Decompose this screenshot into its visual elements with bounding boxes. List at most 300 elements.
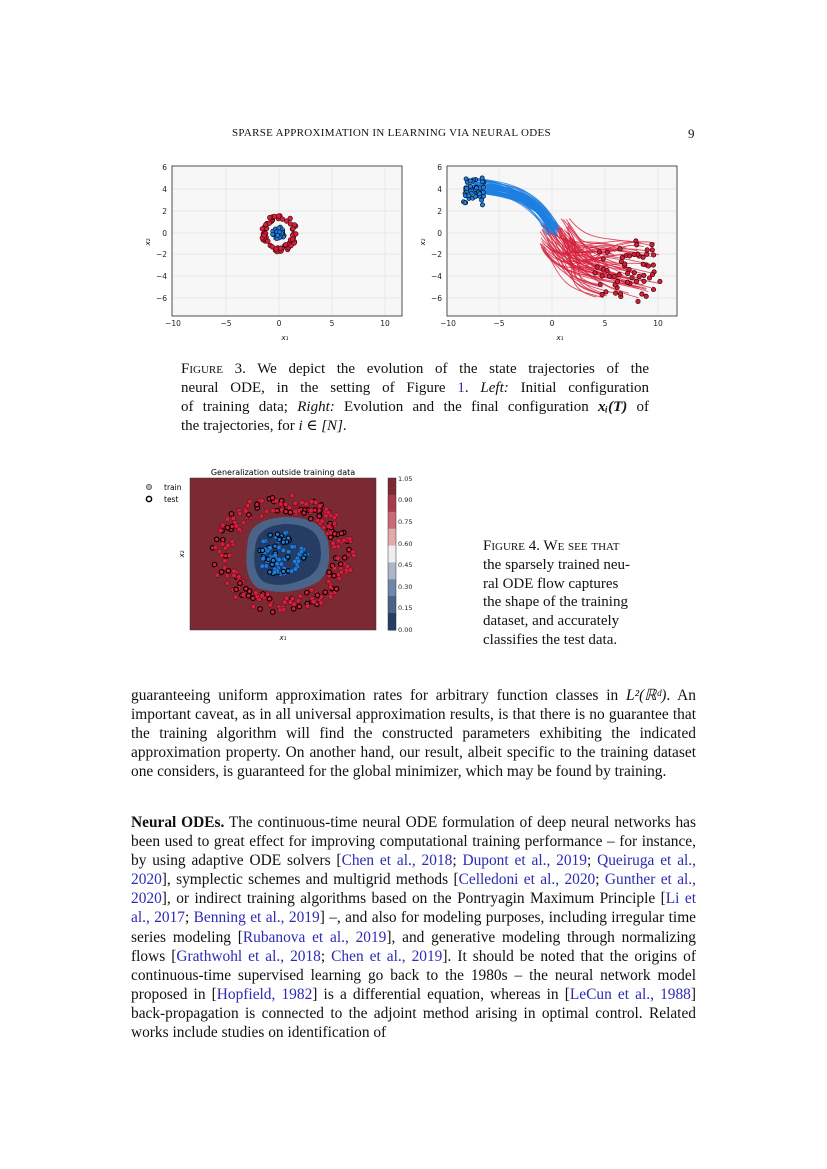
data-point <box>650 248 654 252</box>
data-point <box>246 503 251 508</box>
data-point <box>320 519 325 524</box>
y-tick-labels <box>431 163 442 303</box>
caption-line-1 <box>181 360 649 379</box>
data-point <box>251 604 256 609</box>
data-point <box>278 502 283 507</box>
data-point <box>287 505 292 510</box>
data-point <box>281 548 285 552</box>
data-point <box>247 589 252 594</box>
text: ; <box>452 852 463 870</box>
colorbar-segment <box>388 562 396 579</box>
data-point <box>271 610 276 615</box>
data-point <box>473 195 477 199</box>
data-point <box>326 510 331 515</box>
data-point <box>283 242 288 247</box>
data-point <box>290 493 295 498</box>
data-point <box>328 595 333 600</box>
citation-link[interactable]: Benning et al., 2019 <box>193 909 320 927</box>
legend-train-marker <box>146 484 151 489</box>
text: ], and generative modeling through normalizing flows [ <box>131 928 697 965</box>
data-point <box>298 594 303 599</box>
data-point <box>262 233 267 238</box>
data-point <box>651 287 655 291</box>
data-point <box>645 252 649 256</box>
ytick: 2 <box>162 207 167 216</box>
data-point <box>468 179 472 183</box>
data-point <box>309 588 314 593</box>
data-point <box>281 569 285 573</box>
data-point <box>260 594 265 599</box>
running-header: SPARSE APPROXIMATION IN LEARNING VIA NEURAL ODES <box>232 127 551 139</box>
x-axis-label: x₁ <box>281 334 289 342</box>
text: ] is a differential equation, whereas in [ <box>312 985 570 1003</box>
ytick: −2 <box>155 250 167 259</box>
text: ], symplectic schemes and multigrid methods [ <box>161 871 459 889</box>
data-point <box>618 292 622 296</box>
data-point <box>281 540 285 544</box>
data-point <box>650 272 654 276</box>
data-point <box>352 553 357 558</box>
data-point <box>634 279 638 283</box>
data-point <box>327 570 332 575</box>
page-number: 9 <box>688 126 695 141</box>
data-point <box>327 524 332 529</box>
caption-line: classifies the test data. <box>483 631 618 648</box>
data-point <box>274 247 279 252</box>
data-point <box>277 537 281 541</box>
data-point <box>231 516 236 521</box>
data-point <box>646 264 650 268</box>
data-point <box>336 539 341 544</box>
citation-link[interactable]: Chen et al., 2019 <box>331 947 443 965</box>
data-point <box>607 274 611 278</box>
data-point <box>268 546 272 550</box>
paragraph-1 <box>131 686 696 781</box>
citation-link[interactable]: LeCun et al., 1988 <box>569 985 691 1003</box>
citation-link[interactable]: Dupont et al., 2019 <box>462 852 587 870</box>
data-point <box>219 570 224 575</box>
data-point <box>246 593 251 598</box>
data-point <box>225 517 230 522</box>
data-point <box>327 579 332 584</box>
data-point <box>315 593 320 598</box>
data-point <box>480 198 484 202</box>
data-point <box>232 573 237 578</box>
data-point <box>226 569 231 574</box>
citation-link[interactable]: Rubanova et al., 2019 <box>242 928 387 946</box>
figure3-left-plot <box>140 158 410 346</box>
data-point <box>314 500 319 505</box>
data-point <box>630 276 634 280</box>
text: ] –, and also for modeling purposes, including irregular time series modeling [ <box>131 909 697 946</box>
data-point <box>247 513 252 518</box>
data-point <box>625 271 629 275</box>
paragraph-2 <box>131 813 696 1042</box>
data-point <box>277 545 281 549</box>
x-tick-labels <box>440 319 663 328</box>
colorbar-segment <box>388 495 396 512</box>
paragraph-heading: Neural ODEs. <box>131 814 225 831</box>
xtick: 5 <box>329 319 335 328</box>
xtick: 10 <box>653 319 663 328</box>
data-point <box>627 254 631 258</box>
ytick: 6 <box>162 163 167 172</box>
colorbar-tick-labels <box>398 475 412 634</box>
caption-line <box>483 537 653 556</box>
text: ; <box>595 871 605 889</box>
text: guaranteeing uniform approximation rates for arbitrary function classes in <box>131 687 619 704</box>
colorbar-segment <box>388 529 396 546</box>
data-point <box>600 292 604 296</box>
text: ] back-propagation is connected to the adjoint method arising in optimal control. Related works include studies on identification of <box>131 985 697 1042</box>
data-point <box>261 557 265 561</box>
right-label: Right: <box>297 399 335 415</box>
data-point <box>227 553 232 558</box>
y-axis-label: x₂ <box>178 550 186 558</box>
ytick: 0 <box>437 229 442 238</box>
caption-text: of training data; <box>181 399 288 415</box>
data-point <box>221 538 226 543</box>
data-point <box>273 544 277 548</box>
data-point <box>290 545 294 549</box>
data-point <box>612 274 616 278</box>
data-point <box>467 194 471 198</box>
xtick: 5 <box>602 319 608 328</box>
data-point <box>283 502 288 507</box>
text: ; <box>184 909 194 927</box>
data-point <box>342 538 347 543</box>
colorbar-tick: 0.30 <box>398 583 413 591</box>
data-point <box>318 504 323 509</box>
data-point <box>280 217 285 222</box>
data-point <box>261 539 265 543</box>
data-point <box>293 501 298 506</box>
xtick: −10 <box>440 319 456 328</box>
text: . <box>666 687 671 704</box>
data-point <box>255 502 260 507</box>
caption-line: the shape of the training <box>483 594 628 611</box>
colorbar-tick: 1.05 <box>398 475 413 483</box>
data-point <box>277 557 281 561</box>
data-point <box>219 553 224 558</box>
data-point <box>266 239 271 244</box>
data-point <box>347 537 352 542</box>
caption-line-2 <box>181 379 649 398</box>
data-point <box>480 203 484 207</box>
ytick: 6 <box>437 163 442 172</box>
legend-test-marker <box>146 496 151 501</box>
xtick: −5 <box>220 319 232 328</box>
citation-link[interactable]: Celledoni et al., 2020 <box>458 871 596 889</box>
caption-text: . <box>342 418 347 434</box>
data-point <box>289 243 294 248</box>
data-point <box>220 542 225 547</box>
data-point <box>264 564 268 568</box>
data-point <box>601 257 605 261</box>
data-point <box>632 271 636 275</box>
math-inline: L²(ℝᵈ) <box>625 687 667 704</box>
data-point <box>271 232 275 236</box>
legend-train-label: train <box>164 483 182 492</box>
data-point <box>338 562 343 567</box>
data-point <box>344 568 349 573</box>
data-point <box>651 263 655 267</box>
figure-label: Figure 3. <box>181 361 246 377</box>
data-point <box>291 607 296 612</box>
ytick: 4 <box>437 185 442 194</box>
data-point <box>598 282 602 286</box>
caption-text: Evolution and the final configuration <box>344 399 589 415</box>
data-point <box>268 603 273 608</box>
caption-text: of <box>636 399 650 415</box>
data-point <box>296 598 301 603</box>
data-point <box>272 214 277 219</box>
data-point <box>268 570 272 574</box>
legend <box>146 483 181 504</box>
data-point <box>268 533 272 537</box>
text: The continuous-time neural ODE formulation of deep neural networks has been used to great effect for improving computational training performance – for instance, by using adaptive ODE solvers [ <box>131 814 696 870</box>
data-point <box>595 265 599 269</box>
data-point <box>286 550 290 554</box>
math-inline: i ∈ [N] <box>298 418 343 434</box>
data-point <box>234 587 239 592</box>
data-point <box>477 192 481 196</box>
data-point <box>267 221 272 226</box>
caption-line: ral ODE flow captures <box>483 575 619 592</box>
data-point <box>275 562 279 566</box>
data-point <box>302 511 307 516</box>
data-point <box>213 545 218 550</box>
data-point <box>267 597 272 602</box>
data-point <box>332 566 337 571</box>
data-point <box>474 186 478 190</box>
xtick: 10 <box>380 319 390 328</box>
colorbar-tick: 0.00 <box>398 626 413 634</box>
data-point <box>636 299 640 303</box>
data-point <box>271 508 276 513</box>
data-point <box>296 559 300 563</box>
caption-text: neural ODE, in the setting of Figure <box>181 380 446 396</box>
math-inline: xᵢ(T) <box>598 399 628 415</box>
figure4-title: Generalization outside training data <box>210 468 356 477</box>
data-point <box>339 570 344 575</box>
data-point <box>212 562 217 567</box>
data-point <box>215 537 220 542</box>
data-point <box>641 262 645 266</box>
data-point <box>637 274 641 278</box>
data-point <box>625 280 629 284</box>
data-point <box>597 250 601 254</box>
data-point <box>272 570 276 574</box>
data-point <box>613 291 617 295</box>
legend-test-label: test <box>164 495 179 504</box>
colorbar-tick: 0.75 <box>398 518 413 526</box>
y-axis-label: x₂ <box>144 238 152 246</box>
data-point <box>312 599 317 604</box>
x-tick-labels <box>165 319 390 328</box>
caption-line-3 <box>181 398 649 417</box>
data-point <box>241 593 246 598</box>
citation-link[interactable]: Li et al., 2017 <box>131 890 696 927</box>
data-point <box>225 581 230 586</box>
data-point <box>645 248 649 252</box>
data-point <box>480 176 484 180</box>
data-point <box>640 292 644 296</box>
text: ]. It should be noted that the origins of continuous-time supervised learning go back to the 1980s – the neural network model proposed in [ <box>131 947 696 1003</box>
data-point <box>642 273 646 277</box>
data-point <box>339 531 344 536</box>
data-point <box>332 573 337 578</box>
data-point <box>332 532 337 537</box>
figure3-caption <box>181 360 649 436</box>
data-point <box>334 587 339 592</box>
colorbar-segment <box>388 596 396 613</box>
data-point <box>463 201 467 205</box>
data-point <box>264 509 269 514</box>
data-point <box>223 559 228 564</box>
colorbar-segment <box>388 613 396 630</box>
data-point <box>279 562 283 566</box>
data-point <box>642 279 646 283</box>
data-point <box>290 237 295 242</box>
data-point <box>605 250 609 254</box>
data-point <box>336 556 341 561</box>
data-point <box>337 576 342 581</box>
data-point <box>271 558 275 562</box>
data-point <box>284 596 289 601</box>
data-point <box>321 525 326 530</box>
data-point <box>267 215 272 220</box>
data-point <box>481 185 485 189</box>
x-axis-label: x₁ <box>279 634 287 642</box>
caption-text: the trajectories, for <box>181 418 295 434</box>
xtick: −10 <box>165 319 181 328</box>
data-point <box>299 550 303 554</box>
colorbar-tick: 0.90 <box>398 496 413 504</box>
caption-line: dataset, and accurately <box>483 613 620 630</box>
data-point <box>342 555 347 560</box>
data-point <box>218 528 223 533</box>
figure4-caption <box>483 537 653 650</box>
figure4-plot <box>138 462 438 646</box>
ytick: 4 <box>162 185 167 194</box>
ytick: 2 <box>437 207 442 216</box>
data-point <box>328 535 333 540</box>
data-point <box>281 607 286 612</box>
data-point <box>274 499 279 504</box>
citation-link[interactable]: Grathwohl et al., 2018 <box>176 947 321 965</box>
data-point <box>284 219 289 224</box>
xtick: −5 <box>493 319 505 328</box>
colorbar-tick: 0.15 <box>398 604 413 612</box>
text: ; <box>586 852 598 870</box>
data-point <box>309 508 314 513</box>
plot-frame <box>172 166 402 316</box>
data-point <box>258 607 263 612</box>
data-point <box>658 279 662 283</box>
xtick: 0 <box>549 319 555 328</box>
caption-text: Initial configuration <box>520 380 650 396</box>
data-point <box>651 253 655 257</box>
left-label: Left: <box>480 380 509 396</box>
data-point <box>305 590 310 595</box>
colorbar-tick: 0.45 <box>398 561 413 569</box>
colorbar-segment <box>388 579 396 596</box>
citation-link[interactable]: Gunther et al., 2020 <box>131 871 696 908</box>
data-point <box>273 553 277 557</box>
data-point <box>237 575 242 580</box>
ytick: −4 <box>430 272 442 281</box>
data-point <box>288 510 293 515</box>
caption-text: We depict the evolution of the state trajectories of the <box>257 361 649 377</box>
data-point <box>319 601 324 606</box>
data-point <box>323 590 328 595</box>
citation-link[interactable]: Chen et al., 2018 <box>341 852 453 870</box>
ytick: −6 <box>430 294 442 303</box>
data-point <box>275 233 279 237</box>
ytick: −2 <box>430 250 442 259</box>
y-tick-labels <box>156 163 167 303</box>
caption-text: . <box>464 380 469 396</box>
data-point <box>254 591 259 596</box>
data-point <box>618 247 622 251</box>
data-point <box>238 581 243 586</box>
colorbar-segment <box>388 478 396 495</box>
data-point <box>593 271 597 275</box>
data-point <box>241 520 246 525</box>
data-point <box>289 569 293 573</box>
text: ; <box>320 947 332 965</box>
data-point <box>220 523 225 528</box>
data-point <box>300 500 305 505</box>
data-point <box>259 514 264 519</box>
data-point <box>286 555 290 559</box>
data-point <box>617 272 621 276</box>
ytick: 0 <box>162 229 167 238</box>
data-point <box>225 525 230 530</box>
data-point <box>288 600 293 605</box>
data-point <box>309 516 314 521</box>
data-point <box>644 294 648 298</box>
data-point <box>293 509 298 514</box>
citation-link[interactable]: Queiruga et al., 2020 <box>131 852 696 889</box>
data-point <box>294 232 299 237</box>
data-point <box>265 592 270 597</box>
colorbar-segment <box>388 512 396 529</box>
data-point <box>600 274 604 278</box>
data-point <box>297 604 302 609</box>
data-point <box>226 543 231 548</box>
data-point <box>305 604 310 609</box>
y-axis-label: x₂ <box>419 238 427 246</box>
colorbar-segment <box>388 546 396 563</box>
data-point <box>304 502 309 507</box>
colorbar <box>388 478 396 631</box>
data-point <box>317 514 322 519</box>
data-point <box>229 512 234 517</box>
figure-ref-link[interactable]: 1 <box>457 380 465 396</box>
x-axis-label: x₁ <box>556 334 564 342</box>
text: ], or indirect training algorithms based on the Pontryagin Maximum Principle [ <box>161 890 666 908</box>
citation-link[interactable]: Hopfield, 1982 <box>216 985 313 1003</box>
data-point <box>331 541 336 546</box>
data-point <box>232 569 237 574</box>
caption-text: Figure 4. We see that <box>483 538 620 554</box>
data-point <box>260 499 265 504</box>
data-point <box>615 279 619 283</box>
caption-line-4 <box>181 417 649 436</box>
data-point <box>328 585 333 590</box>
